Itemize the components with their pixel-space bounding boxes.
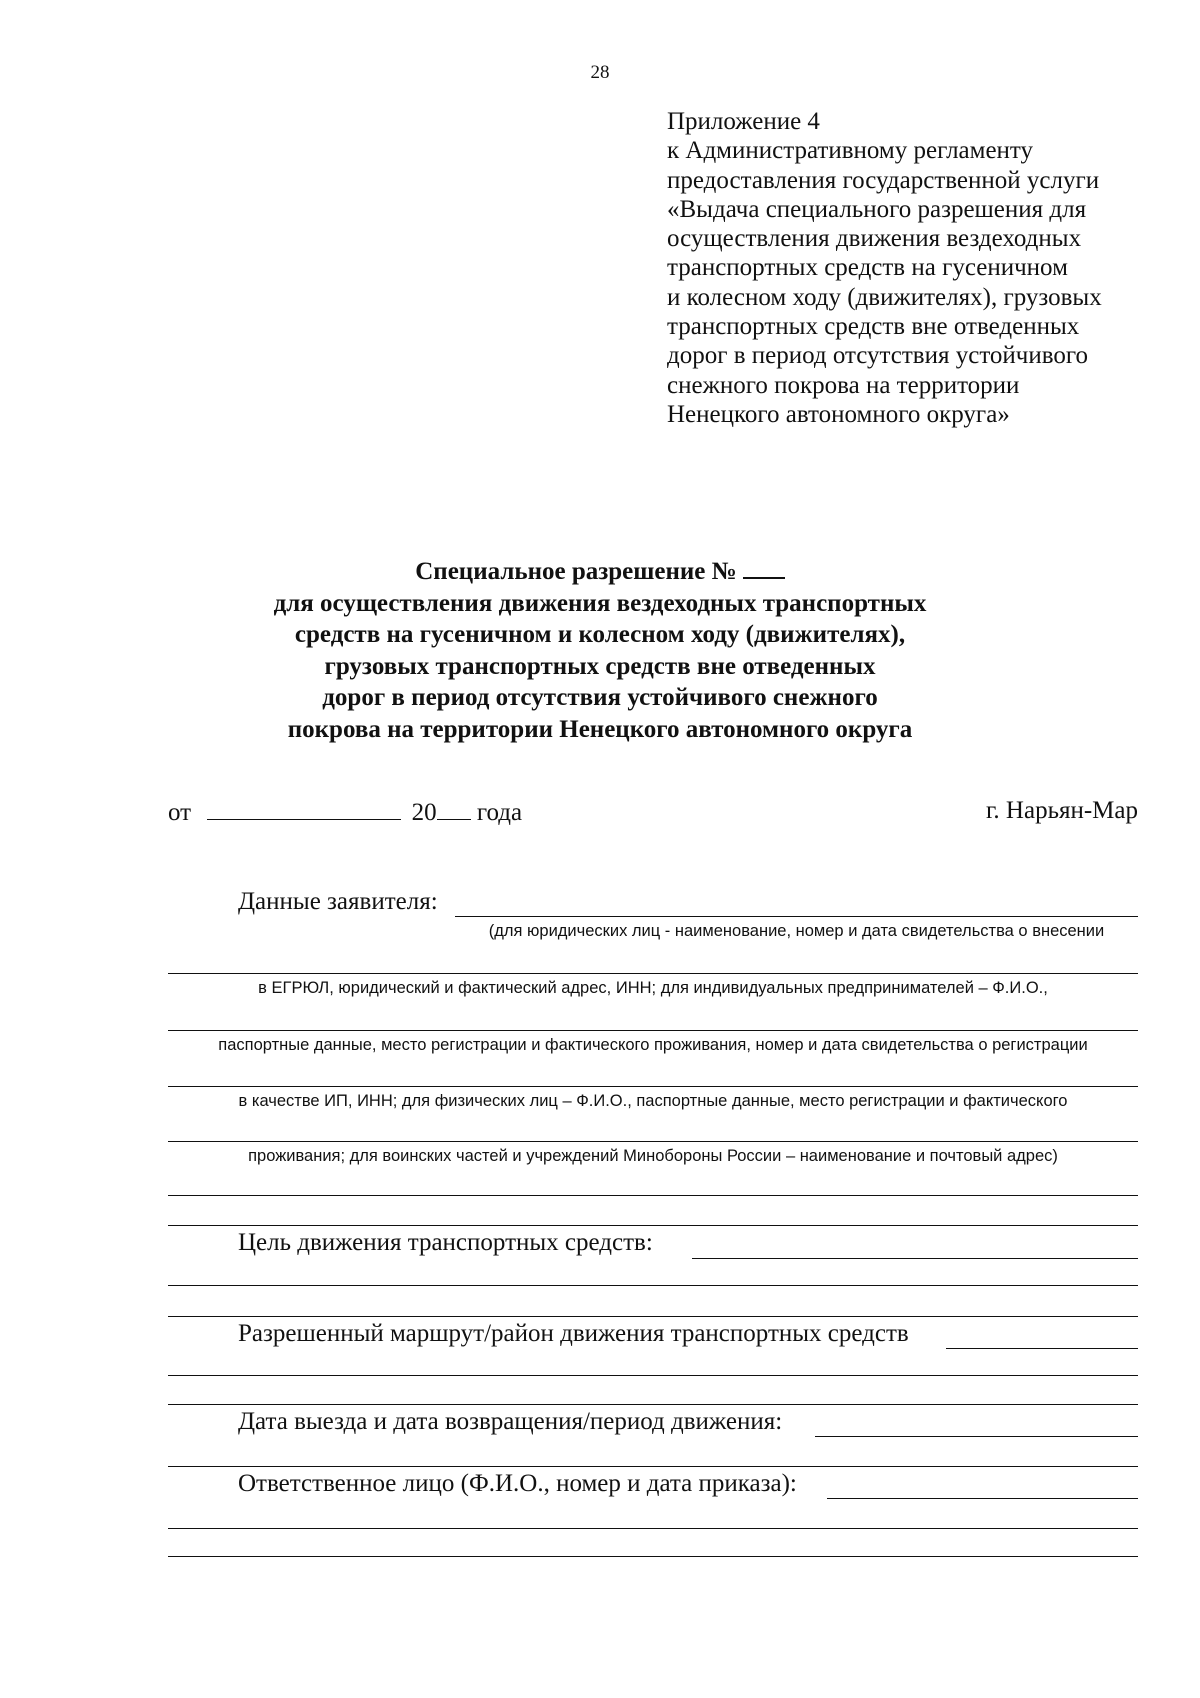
route-label: Разрешенный маршрут/район движения транспортных средств [238,1320,909,1347]
applicant-hint: в ЕГРЮЛ, юридический и фактический адрес, ИНН; для индивидуальных предпринимателей – Ф.И.О., [258,979,1048,997]
annex-line: Приложение 4 [667,108,820,135]
applicant-line[interactable] [168,1030,1138,1031]
city-name: г. Нарьян-Мар [985,797,1138,824]
title-line: для осуществления движения вездеходных транспортных [273,589,927,617]
applicant-hint: паспортные данные, место регистрации и фактического проживания, номер и дата свидетельства о регистрации [218,1036,1088,1054]
route-line[interactable] [168,1404,1138,1405]
route-line[interactable] [168,1375,1138,1376]
responsible-line[interactable] [168,1528,1138,1529]
purpose-line[interactable] [168,1316,1138,1317]
date-year-blank[interactable] [437,797,471,820]
annex-header [667,107,1187,429]
dates-line[interactable] [815,1436,1138,1437]
applicant-line[interactable] [168,1141,1138,1142]
date-year-prefix: 20 [411,799,437,826]
applicant-hint: (для юридических лиц - наименование, номер и дата свидетельства о внесении [488,922,1105,940]
annex-line: дорог в период отсутствия устойчивого [667,342,1089,370]
applicant-hint: в качестве ИП, ИНН; для физических лиц – Ф.И.О., паспортные данные, место регистрации и фактического [238,1092,1068,1110]
title-heading: Специальное разрешение № [415,558,737,585]
annex-line: транспортных средств вне отведенных [667,313,1080,341]
purpose-label: Цель движения транспортных средств: [238,1229,653,1256]
annex-line: и колесном ходу (движителях), грузовых [667,283,1102,311]
title-line: дорог в период отсутствия устойчивого снежного [322,684,878,711]
date-day-month-blank[interactable] [207,797,401,820]
responsible-line[interactable] [168,1556,1138,1557]
annex-line: снежного покрова на территории [667,371,1020,399]
date-year-suffix: года [476,799,523,826]
responsible-label: Ответственное лицо (Ф.И.О., номер и дата приказа): [238,1470,797,1497]
document-title [0,556,1200,745]
title-line: грузовых транспортных средств вне отведенных [324,652,876,680]
permit-number-blank[interactable] [743,557,785,579]
purpose-line[interactable] [692,1258,1138,1259]
annex-line: осуществления движения вездеходных [667,225,1082,253]
page-number: 28 [590,62,610,83]
title-line: покрова на территории Ненецкого автономного округа [287,715,913,743]
dates-line[interactable] [168,1466,1138,1467]
purpose-line[interactable] [168,1285,1138,1286]
applicant-line[interactable] [168,1225,1138,1226]
route-line[interactable] [946,1348,1138,1349]
applicant-line[interactable] [168,973,1138,974]
dates-label: Дата выезда и дата возвращения/период движения: [238,1408,783,1435]
annex-line: к Административному регламенту [667,137,1034,165]
annex-line: Ненецкого автономного округа» [667,400,1010,428]
applicant-label: Данные заявителя: [238,888,438,915]
title-line [0,556,1200,588]
annex-line: предоставления государственной услуги [667,166,1100,194]
applicant-line[interactable] [168,1195,1138,1196]
annex-line: «Выдача специального разрешения для [667,195,1087,223]
applicant-line[interactable] [168,1086,1138,1087]
responsible-line[interactable] [827,1498,1138,1499]
title-line: средств на гусеничном и колесном ходу (движителях), [294,621,906,648]
annex-line: транспортных средств на гусеничном [667,254,1068,282]
applicant-hint: проживания; для воинских частей и учреждений Минобороны России – наименование и почтовый адрес) [248,1147,1058,1165]
date-prefix: от [168,799,192,826]
applicant-line[interactable] [455,916,1138,917]
date-row [168,797,522,827]
